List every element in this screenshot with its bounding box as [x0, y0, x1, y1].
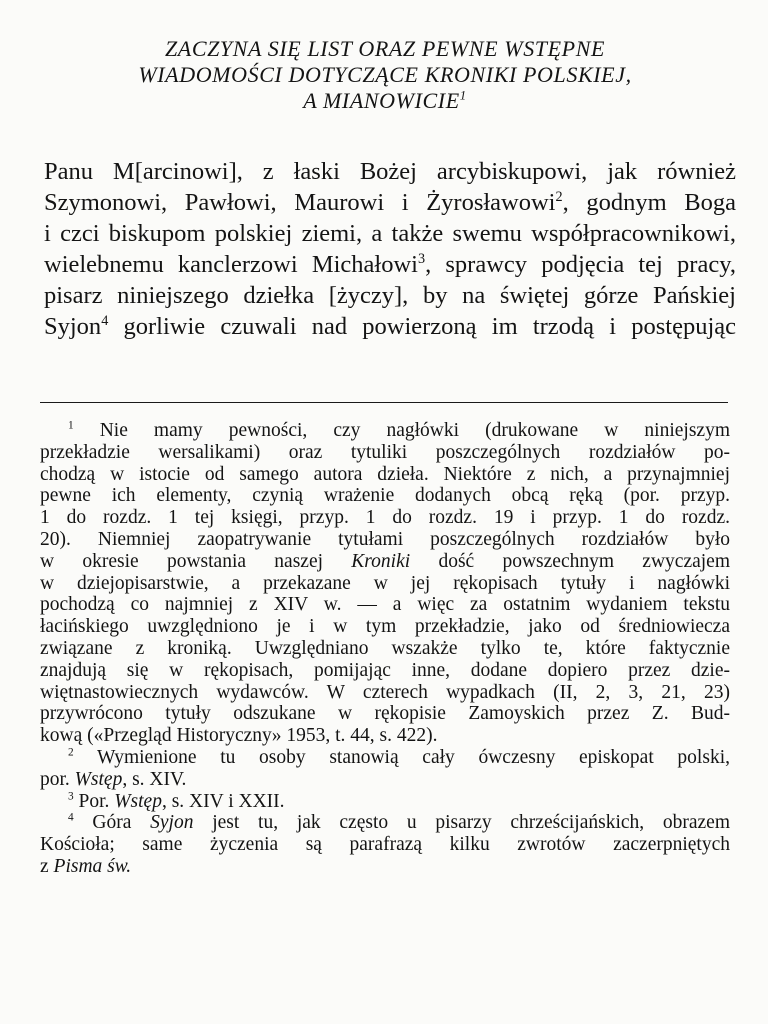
wstep-italic: Wstęp — [114, 790, 162, 812]
body-paragraph — [44, 156, 736, 342]
syjon-italic: Syjon — [150, 812, 194, 834]
body-line-5: pisarz niniejszego dziełka [życzy], by na świętej górze Pańskiej — [44, 282, 736, 309]
heading-line-2: WIADOMOŚCI DOTYCZĄCE KRONIKI POLSKIEJ, — [138, 62, 632, 87]
footnote-1-line-1-text: Nie mamy pewności, czy nagłówki (drukowane w niniejszym — [99, 420, 730, 441]
heading-line-3 — [60, 88, 710, 114]
footnote-1-line: pewne ich elementy, czynią wrażenie dodanych obcą ręką (por. przyp. — [40, 485, 730, 507]
footnote-3-line — [40, 791, 730, 813]
body-line-4-part-a: wielebnemu kanclerzowi Michałowi — [44, 251, 418, 278]
body-line-2-part-a: Szymonowi, Pawłowi, Maurowi i Żyrosławowi — [44, 189, 556, 216]
footnote-1-line — [40, 420, 730, 442]
footnotes-section — [40, 420, 730, 878]
body-line-6-part-b: gorliwie czuwali nad powierzoną im trzodą i postępując — [108, 313, 736, 340]
footnote-1-line: pochodzą co najmniej z XIV w. — a więc za ostatnim wydaniem tekstu — [40, 594, 730, 616]
footnote-1-line-7-part-b: dość powszechnym zwyczajem — [438, 550, 730, 572]
footnote-4 — [40, 812, 730, 877]
footnote-1-line: związane z kroniką. Uwzględniano wszakże tylko te, które faktycznie — [40, 637, 730, 659]
footnote-1-line: 1 do rozdz. 1 tej księgi, przyp. 1 do rozdz. 19 i przyp. 1 do rozdz. — [40, 507, 730, 529]
footnote-4-line — [40, 812, 730, 834]
footnote-4-line-3-part-a: z — [40, 855, 49, 877]
body-line-1: Panu M[arcinowi], z łaski Bożej arcybiskupowi, jak również — [44, 158, 736, 185]
footnote-ref-4: 4 — [101, 312, 109, 329]
footnote-3 — [40, 791, 730, 813]
footnote-ref-2: 2 — [555, 188, 563, 205]
footnote-2-line — [40, 769, 730, 791]
footnote-1-line-7-part-a: w okresie powstania naszej — [40, 550, 324, 572]
footnote-1-line: w dziejopisarstwie, a przekazane w jej rękopisach tytuły i nagłówki — [40, 572, 730, 594]
body-line-2-part-b: , godnym Boga — [562, 189, 736, 216]
body-line-4-part-b: , sprawcy podjęcia tej pracy, — [425, 251, 736, 278]
chapter-heading — [60, 36, 710, 114]
pisma-sw-italic: Pisma św. — [53, 855, 132, 877]
footnote-2-line-2-part-b: , s. XIV. — [122, 768, 187, 790]
wstep-italic: Wstęp — [74, 768, 123, 790]
footnote-1-line: znajdują się w rękopisach, pomijając inne, dodane dopiero przez dzie- — [40, 659, 730, 681]
footnote-3-part-a: Por. — [78, 790, 110, 812]
footnote-1-number: 1 — [68, 419, 74, 432]
body-line-6 — [44, 311, 736, 342]
footnote-2-line-2-part-a: por. — [40, 768, 70, 790]
footnote-ref-1: 1 — [459, 88, 467, 103]
kroniki-italic: Kroniki — [351, 550, 411, 572]
footnote-1-line: 20). Niemniej zaopatrywanie tytułami poszczególnych rozdziałów było — [40, 528, 730, 550]
footnote-3-part-b: , s. XIV i XXII. — [161, 790, 285, 812]
footnote-1-line: przywrócono tytuły odszukane w rękopisie Zamoyskich przez Z. Bud- — [40, 703, 730, 725]
footnote-2-line — [40, 747, 730, 769]
footnote-4-line — [40, 856, 730, 878]
heading-line-1: ZACZYNA SIĘ LIST ORAZ PEWNE WSTĘPNE — [164, 36, 606, 61]
footnote-ref-3: 3 — [417, 250, 426, 267]
footnote-1-line: kową («Przegląd Historyczny» 1953, t. 44, s. 422). — [40, 725, 438, 747]
body-line-3: i czci biskupom polskiej ziemi, a także swemu współpracownikowi, — [44, 220, 736, 247]
footnote-1-line: przekładzie wersalikami) oraz tytuliki poszczególnych rozdziałów po- — [40, 441, 730, 463]
footnote-4-line: Kościoła; same życzenia są parafrazą kilku zwrotów zaczerpniętych — [40, 834, 730, 856]
footnote-2 — [40, 747, 730, 791]
footnote-4-line-1-part-b: jest tu, jak często u pisarzy chrześcijańskich, obrazem — [212, 812, 731, 834]
footnote-1-line: chodzą w istocie od samego autora dzieła. Niektóre z nich, a przynajmniej — [40, 463, 730, 485]
footnote-3-number: 3 — [68, 790, 74, 803]
footnote-1-line — [40, 551, 730, 573]
footnote-2-number: 2 — [68, 746, 74, 759]
heading-line-3-text: A MIANOWICIE — [303, 88, 460, 113]
footnote-4-number: 4 — [68, 811, 74, 824]
footnote-1-line: łacińskiego uwzględniono je i w tym przekładzie, jako od średniowiecza — [40, 616, 730, 638]
body-line-6-part-a: Syjon — [44, 313, 102, 340]
footnote-2-line-1-text: Wymienione tu osoby stanowią cały ówczesny episkopat polski, — [96, 746, 730, 768]
footnote-1-line: więtnastowiecznych wydawców. W czterech wypadkach (II, 2, 3, 21, 23) — [40, 681, 730, 703]
footnote-1 — [40, 420, 730, 747]
footnote-divider — [40, 402, 728, 403]
body-line-4 — [44, 249, 736, 280]
footnote-4-line-1-part-a: Góra — [92, 812, 132, 834]
body-line-2 — [44, 187, 736, 218]
